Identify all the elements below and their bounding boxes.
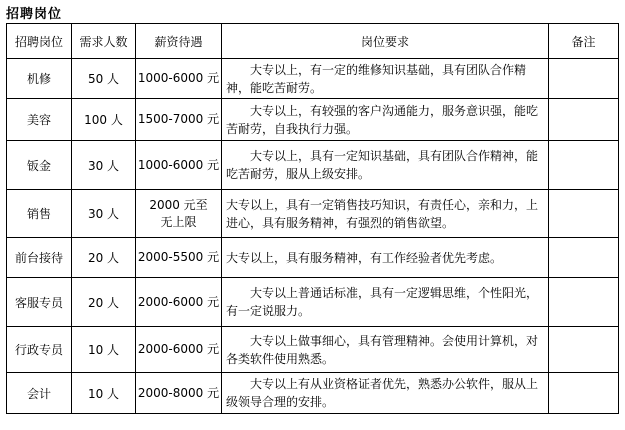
cell-position: 客服专员 <box>7 278 72 327</box>
table-row <box>7 59 619 99</box>
cell-salary: 2000-5500 元 <box>136 238 222 278</box>
header-remarks: 备注 <box>549 24 619 59</box>
table-row <box>7 190 619 238</box>
cell-count: 30 人 <box>72 190 136 238</box>
cell-salary: 2000 元至无上限 <box>136 190 222 238</box>
cell-requirements: 大专以上有从业资格证者优先，熟悉办公软件，服从上级领导合理的安排。 <box>222 373 549 414</box>
cell-requirements: 大专以上普通话标准，具有一定逻辑思维，个性阳光，有一定说服力。 <box>222 278 549 327</box>
cell-salary: 2000-6000 元 <box>136 327 222 373</box>
table-row <box>7 238 619 278</box>
cell-position: 钣金 <box>7 141 72 190</box>
cell-position: 美容 <box>7 99 72 141</box>
cell-count: 20 人 <box>72 238 136 278</box>
cell-count: 30 人 <box>72 141 136 190</box>
table-row <box>7 327 619 373</box>
table-row <box>7 373 619 414</box>
cell-position: 行政专员 <box>7 327 72 373</box>
cell-count: 10 人 <box>72 373 136 414</box>
table-row <box>7 278 619 327</box>
cell-remarks <box>549 99 619 141</box>
cell-count: 50 人 <box>72 59 136 99</box>
cell-position: 前台接待 <box>7 238 72 278</box>
cell-remarks <box>549 327 619 373</box>
cell-salary: 1000-6000 元 <box>136 59 222 99</box>
cell-remarks <box>549 373 619 414</box>
cell-requirements: 大专以上，具有一定销售技巧知识，有责任心，亲和力，上进心，具有服务精神，有强烈的销售欲望。 <box>222 190 549 238</box>
cell-salary: 1500-7000 元 <box>136 99 222 141</box>
cell-remarks <box>549 141 619 190</box>
header-count: 需求人数 <box>72 24 136 59</box>
cell-salary: 2000-6000 元 <box>136 278 222 327</box>
header-requirements: 岗位要求 <box>222 24 549 59</box>
cell-requirements: 大专以上，有一定的维修知识基础，具有团队合作精神，能吃苦耐劳。 <box>222 59 549 99</box>
table-header-row <box>7 24 619 59</box>
header-salary: 薪资待遇 <box>136 24 222 59</box>
cell-position: 会计 <box>7 373 72 414</box>
cell-count: 10 人 <box>72 327 136 373</box>
cell-count: 100 人 <box>72 99 136 141</box>
cell-requirements: 大专以上，有较强的客户沟通能力，服务意识强，能吃苦耐劳，自我执行力强。 <box>222 99 549 141</box>
recruitment-table <box>6 23 619 414</box>
cell-requirements: 大专以上做事细心，具有管理精神。会使用计算机，对各类软件使用熟悉。 <box>222 327 549 373</box>
cell-remarks <box>549 190 619 238</box>
cell-count: 20 人 <box>72 278 136 327</box>
header-position: 招聘岗位 <box>7 24 72 59</box>
cell-remarks <box>549 238 619 278</box>
cell-position: 机修 <box>7 59 72 99</box>
table-row <box>7 99 619 141</box>
table-row <box>7 141 619 190</box>
cell-remarks <box>549 59 619 99</box>
cell-requirements: 大专以上，具有一定知识基础，具有团队合作精神，能吃苦耐劳，服从上级安排。 <box>222 141 549 190</box>
cell-position: 销售 <box>7 190 72 238</box>
cell-remarks <box>549 278 619 327</box>
cell-salary: 2000-8000 元 <box>136 373 222 414</box>
page-title: 招聘岗位 <box>6 7 63 22</box>
cell-requirements: 大专以上，具有服务精神，有工作经验者优先考虑。 <box>222 238 549 278</box>
cell-salary: 1000-6000 元 <box>136 141 222 190</box>
